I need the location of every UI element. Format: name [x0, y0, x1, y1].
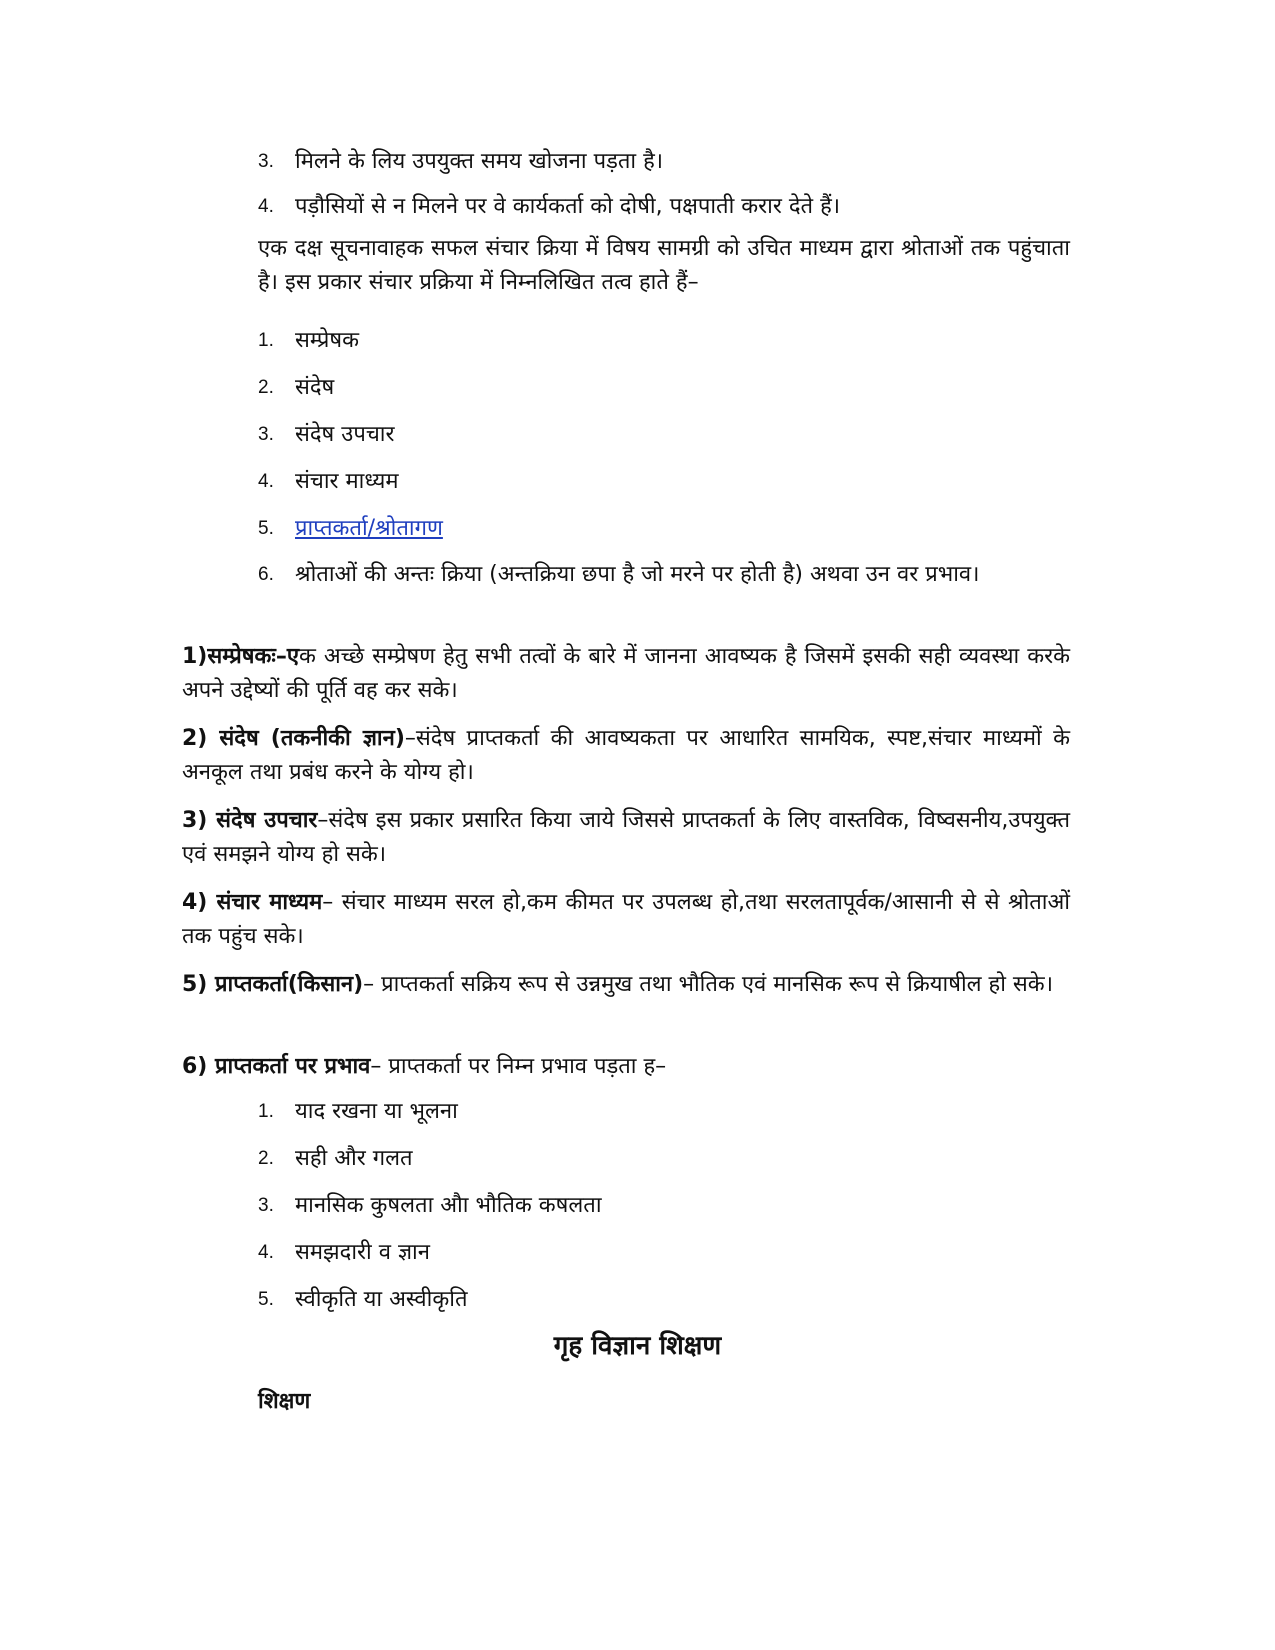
list-number: 3.: [258, 1195, 274, 1216]
list-text: याद रखना या भूलना: [295, 1099, 458, 1124]
recipient-link[interactable]: प्राप्तकर्ता/श्रोतागण: [295, 516, 443, 541]
list-number: 2.: [258, 1148, 274, 1169]
list-text: श्रोताओं की अन्तः क्रिया (अन्तक्रिया छपा है जो मरने पर होती है) अथवा उन वर प्रभाव।: [295, 562, 980, 587]
list-text: स्वीकृति या अस्वीकृति: [295, 1287, 468, 1312]
section-4: [182, 886, 1070, 954]
intro-paragraph: एक दक्ष सूचनावाहक सफल संचार क्रिया में विषय सामग्री को उचित माध्यम द्वारा श्रोताओं तक पहुंचाता है। इस प्रकार संचार प्रक्रिया में निम्नलिखित तत्व हाते हैं–: [258, 236, 1070, 295]
list-number: 6.: [258, 564, 274, 585]
section-1-label-tail: ए: [286, 644, 299, 669]
list-text: संदेष: [295, 375, 335, 400]
section-4-text: – संचार माध्यम सरल हो,कम कीमत पर उपलब्ध हो,तथा सरलतापूर्वक/आसानी से से श्रोताओं तक पहुंच सके।: [182, 890, 1070, 949]
section-5-text: – प्राप्तकर्ता सक्रिय रूप से उन्नमुख तथा भौतिक एवं मानसिक रूप से क्रियाषील हो सके।: [363, 972, 1054, 997]
section-5-label: 5) प्राप्तकर्ता(किसान): [182, 972, 364, 997]
list-text: मानसिक कुषलता औा भौतिक कषलता: [295, 1193, 602, 1218]
list-number: 4.: [258, 471, 274, 492]
list-number: 5.: [258, 518, 274, 539]
section-2-label: 2) संदेष (तकनीकी ज्ञान): [182, 726, 405, 751]
list-number: 1.: [258, 1101, 274, 1122]
section-1-label: 1)सम्प्रेषकः–: [182, 644, 287, 669]
section-2: [182, 722, 1070, 790]
section-5: [182, 968, 1070, 1002]
list-number: 2.: [258, 377, 274, 398]
list-text: पड़ौसियों से न मिलने पर वे कार्यकर्ता को दोषी, पक्षपाती करार देते हैं।: [295, 194, 841, 219]
list-text: संदेष उपचार: [295, 422, 395, 447]
section-4-label: 4) संचार माध्यम: [182, 890, 323, 915]
section-6: [182, 1050, 1070, 1084]
list-item: [258, 558, 1070, 592]
section-3: [182, 804, 1070, 872]
section-heading: गृह विज्ञान शिक्षण: [553, 1331, 722, 1361]
list-text: समझदारी व ज्ञान: [295, 1240, 430, 1265]
section-3-label: 3) संदेष उपचार: [182, 808, 318, 833]
list-number: 4.: [258, 196, 274, 217]
list-number: 4.: [258, 1242, 274, 1263]
section-2-text: –संदेष प्राप्तकर्ता की आवष्यकता पर आधारित सामयिक, स्पष्ट,संचार माध्यमों के अनकूल तथा प्रबंध करने के योग्य हो।: [182, 726, 1070, 785]
section-6-label: 6) प्राप्तकर्ता पर प्रभाव: [182, 1054, 371, 1079]
section-1-text: क अच्छे सम्प्रेषण हेतु सभी तत्वों के बारे में जानना आवष्यक है जिसमें इसकी सही व्यवस्था करके अपने उद्देष्यों की पूर्ति वह कर सके।: [182, 644, 1070, 703]
list-text: संचार माध्यम: [295, 469, 399, 494]
list-number: 3.: [258, 151, 274, 172]
list-text: सम्प्रेषक: [295, 328, 360, 353]
list-number: 3.: [258, 424, 274, 445]
list-number: 5.: [258, 1289, 274, 1310]
list-text: मिलने के लिय उपयुक्त समय खोजना पड़ता है।: [295, 149, 664, 174]
section-1: [182, 640, 1070, 708]
list-number: 1.: [258, 330, 274, 351]
section-3-text: –संदेष इस प्रकार प्रसारित किया जाये जिससे प्राप्तकर्ता के लिए वास्तविक, विष्वसनीय,उपयुक्त एवं समझने योग्य हो सके।: [182, 808, 1070, 867]
list-text: सही और गलत: [295, 1146, 413, 1171]
sub-heading: शिक्षण: [258, 1389, 311, 1414]
section-6-text: – प्राप्तकर्ता पर निम्न प्रभाव पड़ता ह–: [370, 1054, 667, 1079]
